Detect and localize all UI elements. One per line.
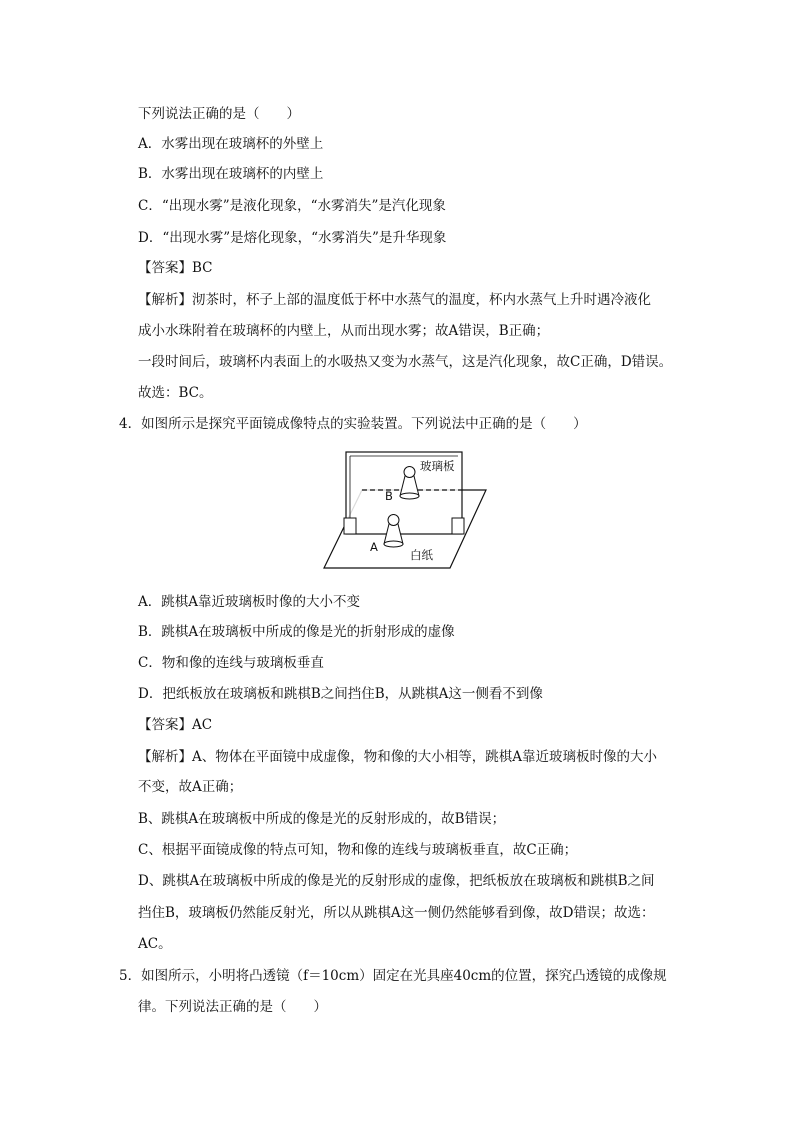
q3-option-c: C．“出现水雾”是液化现象，“水雾消失”是汽化现象 — [138, 198, 446, 214]
q4-analysis-line: C、根据平面镜成像的特点可知，物和像的连线与玻璃板垂直，故C正确； — [138, 842, 578, 858]
q4-analysis-line: AC。 — [138, 936, 172, 952]
q3-option-b: B．水雾出现在玻璃杯的内壁上 — [138, 166, 324, 182]
q5-stem-line: 律。下列说法正确的是（ ） — [138, 999, 327, 1015]
q4-option-a: A．跳棋A靠近玻璃板时像的大小不变 — [138, 594, 360, 610]
q3-analysis-line: 成小水珠附着在玻璃杯的内壁上，从而出现水雾；故A错误，B正确； — [138, 323, 550, 339]
white-paper-label: 白纸 — [410, 548, 433, 562]
q4-option-b: B．跳棋A在玻璃板中所成的像是光的折射形成的虚像 — [138, 624, 455, 640]
plane-mirror-diagram — [322, 448, 488, 572]
q4-option-d: D．把纸板放在玻璃板和跳棋B之间挡住B，从跳棋A这一侧看不到像 — [138, 686, 543, 702]
q3-option-a: A．水雾出现在玻璃杯的外壁上 — [138, 136, 324, 152]
piece-a-label: A — [370, 540, 378, 554]
support-block-right — [452, 518, 464, 534]
support-block-left — [344, 518, 356, 534]
q3-stem-tail: 下列说法正确的是（ ） — [138, 106, 300, 122]
q4-stem: 4．如图所示是探究平面镜成像特点的实验装置。下列说法中正确的是（ ） — [119, 416, 587, 432]
q5-stem-line: 5．如图所示，小明将凸透镜（f＝10cm）固定在光具座40cm的位置，探究凸透镜的成像规 — [119, 968, 667, 984]
q4-analysis-line: 【解析】A、物体在平面镜中成虚像，物和像的大小相等，跳棋A靠近玻璃板时像的大小 — [138, 749, 657, 765]
q3-analysis-line: 一段时间后，玻璃杯内表面上的水吸热又变为水蒸气，这是汽化现象，故C正确，D错误。 — [138, 354, 673, 370]
plane-mirror-experiment-figure — [322, 448, 488, 572]
q3-answer: 【答案】BC — [138, 260, 213, 276]
piece-b-label: B — [385, 489, 393, 503]
q4-answer: 【答案】AC — [138, 717, 213, 733]
q4-analysis-line: D、跳棋A在玻璃板中所成的像是光的反射形成的虚像，把纸板放在玻璃板和跳棋B之间 — [138, 873, 655, 889]
q4-option-c: C．物和像的连线与玻璃板垂直 — [138, 655, 324, 671]
q4-analysis-line: 挡住B，玻璃板仍然能反射光，所以从跳棋A这一侧仍然能够看到像，故D错误；故选： — [138, 905, 655, 921]
q3-option-d: D．“出现水雾”是熔化现象，“水雾消失”是升华现象 — [138, 230, 447, 246]
q3-analysis-line: 故选：BC。 — [138, 385, 213, 401]
q4-analysis-line: B、跳棋A在玻璃板中所成的像是光的反射形成的，故B错误； — [138, 811, 506, 827]
q3-analysis-line: 【解析】沏茶时，杯子上部的温度低于杯中水蒸气的温度，杯内水蒸气上升时遇冷液化 — [138, 292, 651, 308]
glass-plate-label: 玻璃板 — [420, 459, 455, 473]
q4-analysis-line: 不变，故A正确； — [138, 779, 243, 795]
